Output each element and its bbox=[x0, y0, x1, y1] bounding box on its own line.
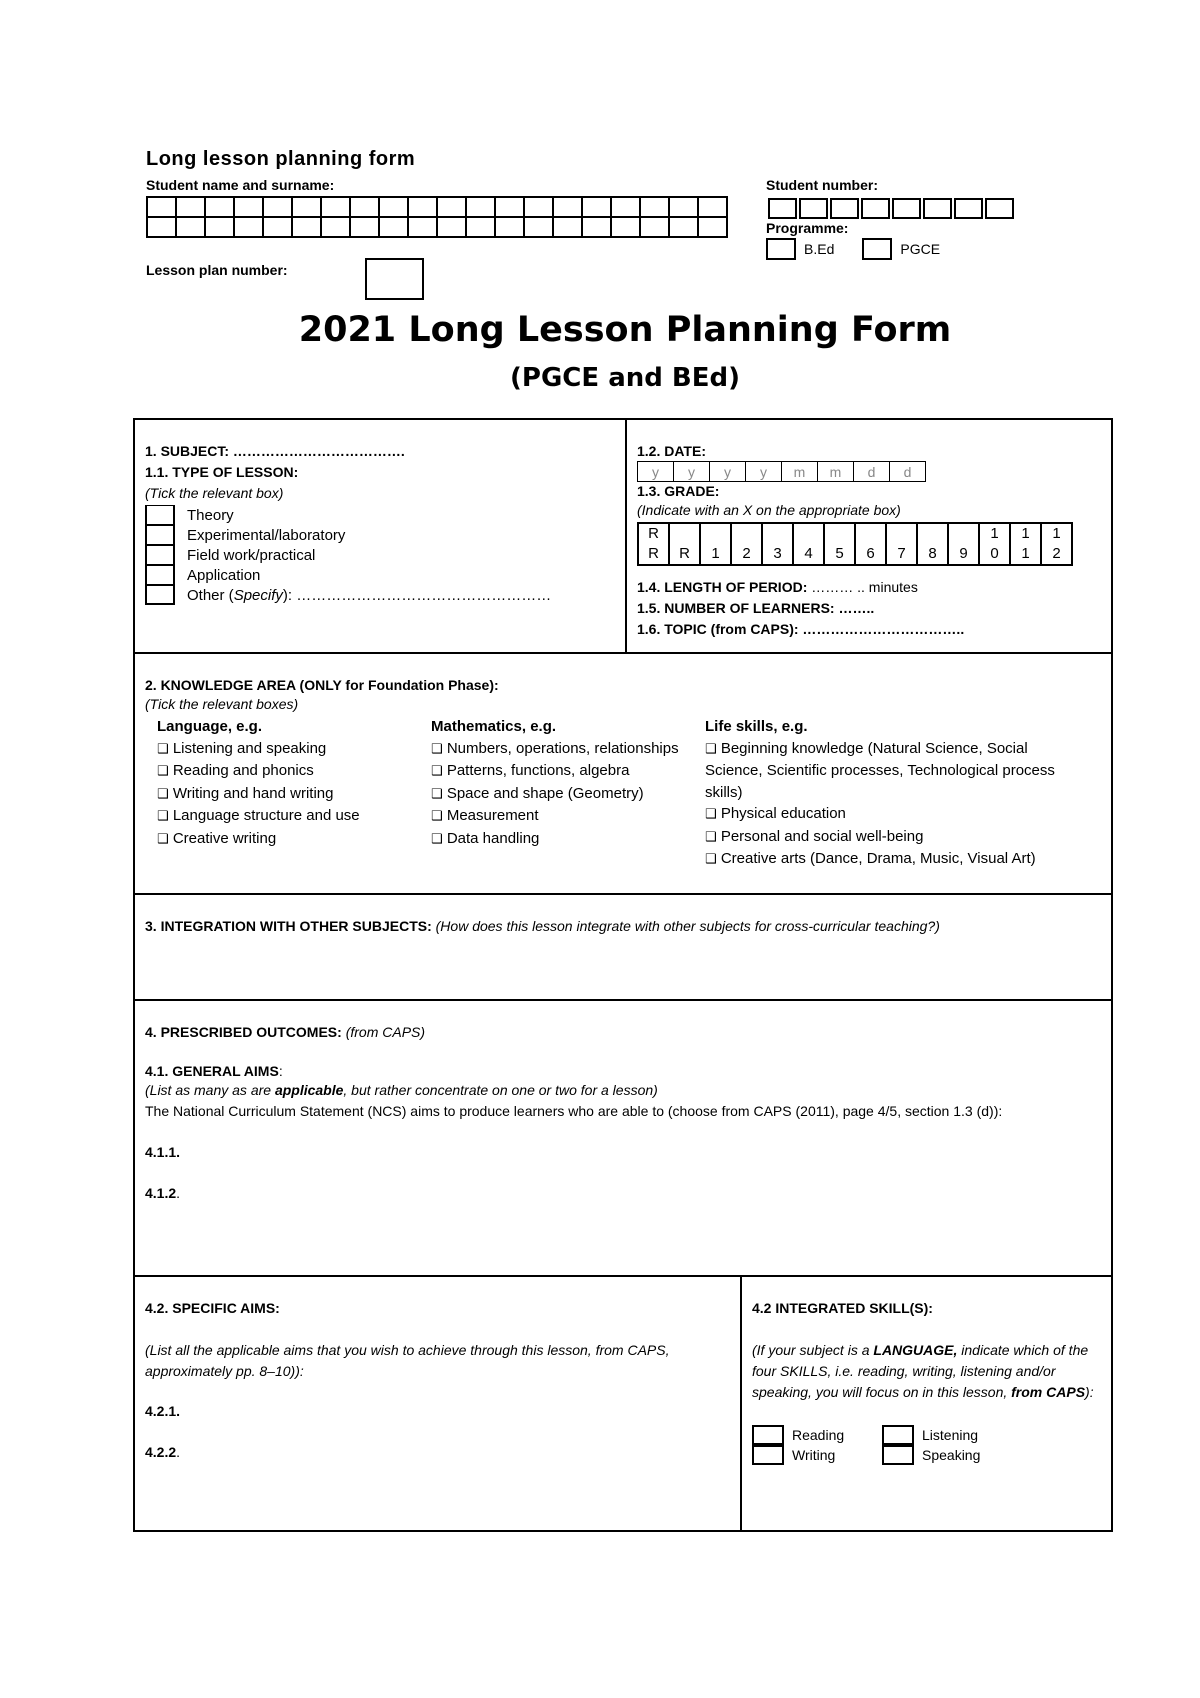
type-checkbox[interactable] bbox=[145, 505, 175, 525]
name-cell[interactable] bbox=[379, 197, 408, 217]
mathematics-heading: Mathematics, e.g. bbox=[431, 718, 557, 735]
grade-cell[interactable] bbox=[638, 523, 669, 565]
skill-checkbox[interactable] bbox=[882, 1425, 914, 1445]
name-cell[interactable] bbox=[147, 217, 176, 237]
section-4-2 bbox=[135, 1275, 1111, 1530]
grade-cell[interactable] bbox=[700, 523, 731, 565]
checkbox-icon[interactable]: ❑ bbox=[705, 852, 717, 867]
section-3[interactable] bbox=[135, 893, 1111, 999]
type-checkbox[interactable] bbox=[145, 545, 175, 565]
date-cell[interactable]: y bbox=[638, 462, 674, 482]
integration-hint: (How does this lesson integrate with other subjects for cross-curricular teaching?) bbox=[435, 918, 940, 934]
grade-cell[interactable] bbox=[731, 523, 762, 565]
grade-cell[interactable] bbox=[917, 523, 948, 565]
specific-aims bbox=[135, 1277, 740, 1530]
name-cell[interactable] bbox=[234, 197, 263, 217]
checkbox-icon[interactable]: ❑ bbox=[705, 741, 717, 757]
date-field[interactable] bbox=[637, 461, 926, 482]
name-cell[interactable] bbox=[408, 197, 437, 217]
student-number-label: Student number: bbox=[766, 177, 878, 193]
knowledge-item[interactable]: ❑ Personal and social well-being bbox=[705, 827, 924, 845]
skill-writing[interactable]: Writing bbox=[752, 1445, 882, 1465]
name-cell[interactable] bbox=[698, 197, 727, 217]
type-checkbox[interactable] bbox=[145, 525, 175, 545]
checkbox-icon[interactable]: ❑ bbox=[157, 809, 169, 824]
name-cell[interactable] bbox=[669, 217, 698, 237]
name-cell[interactable] bbox=[524, 197, 553, 217]
grade-cell-label: R bbox=[679, 545, 690, 562]
life-skills-heading: Life skills, e.g. bbox=[705, 718, 808, 735]
subject-field[interactable]: 1. SUBJECT: ………………………………. bbox=[145, 443, 405, 459]
topic-field[interactable]: 1.6. TOPIC (from CAPS): …………………………….. bbox=[637, 621, 965, 637]
student-name-label: Student name and surname: bbox=[146, 177, 335, 193]
skill-checkbox[interactable] bbox=[882, 1445, 914, 1465]
lesson-plan-number-field[interactable] bbox=[365, 258, 424, 300]
checkbox-icon[interactable]: ❑ bbox=[431, 741, 443, 757]
number-cell[interactable] bbox=[892, 198, 921, 219]
grade-cell-top: 1 bbox=[1021, 525, 1030, 542]
pgce-checkbox[interactable] bbox=[862, 238, 892, 260]
specific-aim-2[interactable]: 4.2.2. bbox=[145, 1444, 181, 1460]
grade-cell-top bbox=[918, 524, 947, 544]
name-cell[interactable] bbox=[640, 217, 669, 237]
grade-hint: (Indicate with an X on the appropriate box) bbox=[637, 502, 901, 518]
general-aim-2[interactable]: 4.1.2. bbox=[145, 1185, 181, 1201]
student-name-grid[interactable] bbox=[146, 196, 728, 238]
lesson-plan-number-label: Lesson plan number: bbox=[146, 262, 288, 278]
integrated-skills bbox=[740, 1277, 1111, 1530]
name-cell[interactable] bbox=[234, 217, 263, 237]
bed-checkbox[interactable] bbox=[766, 238, 796, 260]
name-cell[interactable] bbox=[669, 197, 698, 217]
section-4 bbox=[135, 999, 1111, 1275]
name-cell[interactable] bbox=[611, 217, 640, 237]
general-aim-1[interactable]: 4.1.1. bbox=[145, 1144, 181, 1160]
knowledge-item[interactable]: ❑ Language structure and use bbox=[157, 807, 360, 824]
name-cell[interactable] bbox=[408, 217, 437, 237]
knowledge-item[interactable]: ❑ Writing and hand writing bbox=[157, 784, 334, 802]
number-of-learners[interactable]: 1.5. NUMBER OF LEARNERS: …….. bbox=[637, 600, 875, 616]
name-cell[interactable] bbox=[611, 197, 640, 217]
name-cell[interactable] bbox=[176, 197, 205, 217]
page-title: 2021 Long Lesson Planning Form bbox=[298, 310, 952, 350]
grade-cell-top bbox=[701, 524, 730, 544]
form-title: Long lesson planning form bbox=[146, 148, 416, 170]
pgce-label: PGCE bbox=[900, 240, 941, 257]
type-application[interactable]: Application bbox=[145, 565, 625, 585]
date-cell[interactable]: d bbox=[854, 462, 890, 482]
checkbox-icon[interactable]: ❑ bbox=[157, 741, 169, 757]
general-aims-hint: (List as many as are applicable, but rather concentrate on one or two for a lesson) bbox=[145, 1082, 658, 1098]
type-of-lesson-hint: (Tick the relevant box) bbox=[145, 485, 284, 501]
skill-speaking[interactable]: Speaking bbox=[882, 1445, 1012, 1465]
programme-label: Programme: bbox=[766, 220, 849, 236]
section-1-left bbox=[135, 420, 625, 652]
skill-listening[interactable]: Listening bbox=[882, 1425, 1012, 1445]
grade-cell[interactable] bbox=[948, 523, 979, 565]
name-cell[interactable] bbox=[176, 217, 205, 237]
grade-cell-top bbox=[949, 524, 978, 544]
knowledge-item[interactable]: ❑ Physical education bbox=[705, 805, 846, 822]
name-cell[interactable] bbox=[582, 217, 611, 237]
skill-checkbox[interactable] bbox=[752, 1425, 784, 1445]
knowledge-area-heading: 2. KNOWLEDGE AREA (ONLY for Foundation Phase): bbox=[145, 677, 499, 693]
type-checkbox[interactable] bbox=[145, 565, 175, 585]
knowledge-area-life-skills bbox=[705, 716, 1085, 871]
knowledge-item[interactable]: ❑ Creative arts (Dance, Drama, Music, Visual Art) bbox=[705, 850, 1036, 867]
name-cell[interactable] bbox=[263, 197, 292, 217]
number-cell[interactable] bbox=[830, 198, 859, 219]
grade-cell[interactable] bbox=[793, 523, 824, 565]
grade-cell[interactable] bbox=[979, 523, 1010, 565]
number-cell[interactable] bbox=[799, 198, 828, 219]
checkbox-icon[interactable]: ❑ bbox=[431, 809, 443, 824]
knowledge-area-hint: (Tick the relevant boxes) bbox=[145, 696, 299, 712]
date-cell[interactable]: m bbox=[818, 462, 854, 482]
name-cell[interactable] bbox=[553, 197, 582, 217]
general-aims-label: 4.1. GENERAL AIMS: bbox=[145, 1063, 283, 1079]
section-1-right bbox=[625, 420, 1111, 652]
checkbox-icon[interactable]: ❑ bbox=[431, 764, 443, 779]
grade-cell-label: 6 bbox=[866, 545, 875, 562]
type-field-work[interactable]: Field work/practical bbox=[145, 545, 625, 565]
grade-cell-top bbox=[825, 524, 854, 544]
checkbox-icon[interactable]: ❑ bbox=[431, 831, 443, 847]
integration-heading: 3. INTEGRATION WITH OTHER SUBJECTS: bbox=[145, 918, 432, 934]
name-cell[interactable] bbox=[321, 217, 350, 237]
name-cell[interactable] bbox=[698, 217, 727, 237]
language-heading: Language, e.g. bbox=[157, 718, 263, 735]
name-cell[interactable] bbox=[350, 197, 379, 217]
grade-cell-label: 0 bbox=[990, 545, 999, 562]
grade-cell-label: 8 bbox=[928, 545, 937, 562]
name-cell[interactable] bbox=[495, 217, 524, 237]
section-1 bbox=[135, 420, 1111, 652]
name-cell[interactable] bbox=[205, 197, 234, 217]
type-experimental[interactable]: Experimental/laboratory bbox=[145, 525, 625, 545]
grade-cell[interactable] bbox=[855, 523, 886, 565]
date-cell[interactable]: y bbox=[710, 462, 746, 482]
name-cell[interactable] bbox=[263, 217, 292, 237]
number-cell[interactable] bbox=[861, 198, 890, 219]
grade-cell-label: 5 bbox=[835, 545, 844, 562]
programme-options bbox=[766, 238, 940, 260]
bed-label: B.Ed bbox=[804, 240, 835, 257]
skill-reading[interactable]: Reading bbox=[752, 1425, 882, 1445]
integrated-skills-hint: (If your subject is a LANGUAGE, indicate which of the four SKILLS, i.e. reading, writing, listening and/or speaking, you will focus on in this lesson, from CAPS): bbox=[752, 1342, 1094, 1400]
knowledge-area-language bbox=[157, 716, 427, 850]
prescribed-outcomes-heading: 4. PRESCRIBED OUTCOMES: (from CAPS) bbox=[145, 1024, 426, 1040]
name-cell[interactable] bbox=[379, 217, 408, 237]
date-cell[interactable]: m bbox=[782, 462, 818, 482]
grade-cell-label: 4 bbox=[804, 545, 813, 562]
name-cell[interactable] bbox=[321, 197, 350, 217]
ncs-text: The National Curriculum Statement (NCS) aims to produce learners who are able to (choose from CAPS (2011), page 4/5, section 1.3 (d)): bbox=[145, 1103, 1003, 1119]
grade-cell-top: R bbox=[648, 525, 659, 542]
knowledge-item[interactable]: ❑ Reading and phonics bbox=[157, 762, 314, 779]
grade-cell-top bbox=[763, 524, 792, 544]
date-label: 1.2. DATE: bbox=[637, 443, 706, 459]
date-cell[interactable]: d bbox=[890, 462, 926, 482]
grade-cell-label: 1 bbox=[711, 545, 720, 562]
grade-cell-top: 1 bbox=[990, 525, 999, 542]
name-cell[interactable] bbox=[466, 217, 495, 237]
grade-cell[interactable] bbox=[1010, 523, 1041, 565]
knowledge-area-mathematics bbox=[431, 716, 681, 850]
number-cell[interactable] bbox=[923, 198, 952, 219]
grade-cell-label: 1 bbox=[1021, 545, 1030, 562]
specific-aims-hint: (List all the applicable aims that you wish to achieve through this lesson, from CAPS, approximately pp. 8–10)): bbox=[145, 1342, 670, 1379]
grade-cell[interactable] bbox=[762, 523, 793, 565]
grade-cell-label: 3 bbox=[773, 545, 782, 562]
date-cell[interactable]: y bbox=[674, 462, 710, 482]
section-2 bbox=[135, 652, 1111, 893]
integrated-skills-label: 4.2 INTEGRATED SKILL(S): bbox=[752, 1300, 933, 1316]
knowledge-item[interactable]: ❑ Space and shape (Geometry) bbox=[431, 784, 644, 802]
grade-cell-top bbox=[887, 524, 916, 544]
date-cell[interactable]: y bbox=[746, 462, 782, 482]
checkbox-icon[interactable]: ❑ bbox=[431, 786, 443, 802]
name-cell[interactable] bbox=[205, 217, 234, 237]
name-cell[interactable] bbox=[495, 197, 524, 217]
grade-cell-label: 2 bbox=[742, 545, 751, 562]
grade-cell-top bbox=[732, 524, 761, 544]
grade-cell-label: 2 bbox=[1052, 545, 1061, 562]
length-of-period[interactable]: 1.4. LENGTH OF PERIOD: ……… .. minutes bbox=[637, 579, 918, 595]
type-theory[interactable]: Theory bbox=[145, 505, 625, 525]
type-checkbox[interactable] bbox=[145, 585, 175, 605]
grade-cell[interactable] bbox=[886, 523, 917, 565]
checkbox-icon[interactable]: ❑ bbox=[157, 831, 169, 847]
page-subtitle: (PGCE and BEd) bbox=[510, 363, 740, 393]
type-of-lesson-list bbox=[145, 505, 625, 605]
knowledge-item[interactable]: ❑ Measurement bbox=[431, 807, 539, 824]
name-cell[interactable] bbox=[466, 197, 495, 217]
type-of-lesson-label: 1.1. TYPE OF LESSON: bbox=[145, 464, 299, 480]
checkbox-icon[interactable]: ❑ bbox=[157, 764, 169, 779]
number-cell[interactable] bbox=[954, 198, 983, 219]
grade-label: 1.3. GRADE: bbox=[637, 483, 720, 499]
name-cell[interactable] bbox=[524, 217, 553, 237]
specific-aims-label: 4.2. SPECIFIC AIMS: bbox=[145, 1300, 280, 1316]
grade-cell-label: 7 bbox=[897, 545, 906, 562]
grade-cell-top bbox=[670, 524, 699, 544]
name-cell[interactable] bbox=[437, 217, 466, 237]
type-other[interactable]: Other ( Specify ): …………………………………………… bbox=[145, 585, 625, 605]
knowledge-item[interactable]: ❑ Numbers, operations, relationships bbox=[431, 739, 679, 757]
number-cell[interactable] bbox=[768, 198, 797, 219]
grade-cell-label: 9 bbox=[959, 545, 968, 562]
checkbox-icon[interactable]: ❑ bbox=[157, 786, 169, 802]
name-cell[interactable] bbox=[350, 217, 379, 237]
name-cell[interactable] bbox=[292, 217, 321, 237]
student-number-grid[interactable] bbox=[766, 196, 1016, 221]
name-cell[interactable] bbox=[437, 197, 466, 217]
skill-checkbox[interactable] bbox=[752, 1445, 784, 1465]
checkbox-icon[interactable]: ❑ bbox=[705, 807, 717, 822]
lesson-plan-table bbox=[133, 418, 1113, 1532]
grade-cell-top bbox=[794, 524, 823, 544]
grade-cell[interactable] bbox=[669, 523, 700, 565]
grade-cell-top bbox=[856, 524, 885, 544]
name-cell[interactable] bbox=[553, 217, 582, 237]
name-cell[interactable] bbox=[640, 197, 669, 217]
knowledge-item[interactable]: ❑ Data handling bbox=[431, 829, 540, 847]
knowledge-item[interactable]: ❑ Beginning knowledge (Natural Science, Social Science, Scientific processes, Technological process skills) bbox=[705, 739, 1055, 801]
grade-cell-label: R bbox=[648, 545, 659, 562]
name-cell[interactable] bbox=[582, 197, 611, 217]
skills-grid bbox=[752, 1425, 1097, 1465]
grade-cell[interactable] bbox=[1041, 523, 1072, 565]
knowledge-item[interactable]: ❑ Listening and speaking bbox=[157, 739, 327, 757]
grade-cell-top: 1 bbox=[1052, 525, 1061, 542]
grade-grid[interactable] bbox=[637, 522, 1073, 566]
name-cell[interactable] bbox=[292, 197, 321, 217]
grade-cell[interactable] bbox=[824, 523, 855, 565]
knowledge-item[interactable]: ❑ Patterns, functions, algebra bbox=[431, 762, 630, 779]
specific-aim-1[interactable]: 4.2.1. bbox=[145, 1403, 181, 1419]
name-cell[interactable] bbox=[147, 197, 176, 217]
number-cell[interactable] bbox=[985, 198, 1014, 219]
knowledge-item[interactable]: ❑ Creative writing bbox=[157, 829, 277, 847]
checkbox-icon[interactable]: ❑ bbox=[705, 829, 717, 845]
